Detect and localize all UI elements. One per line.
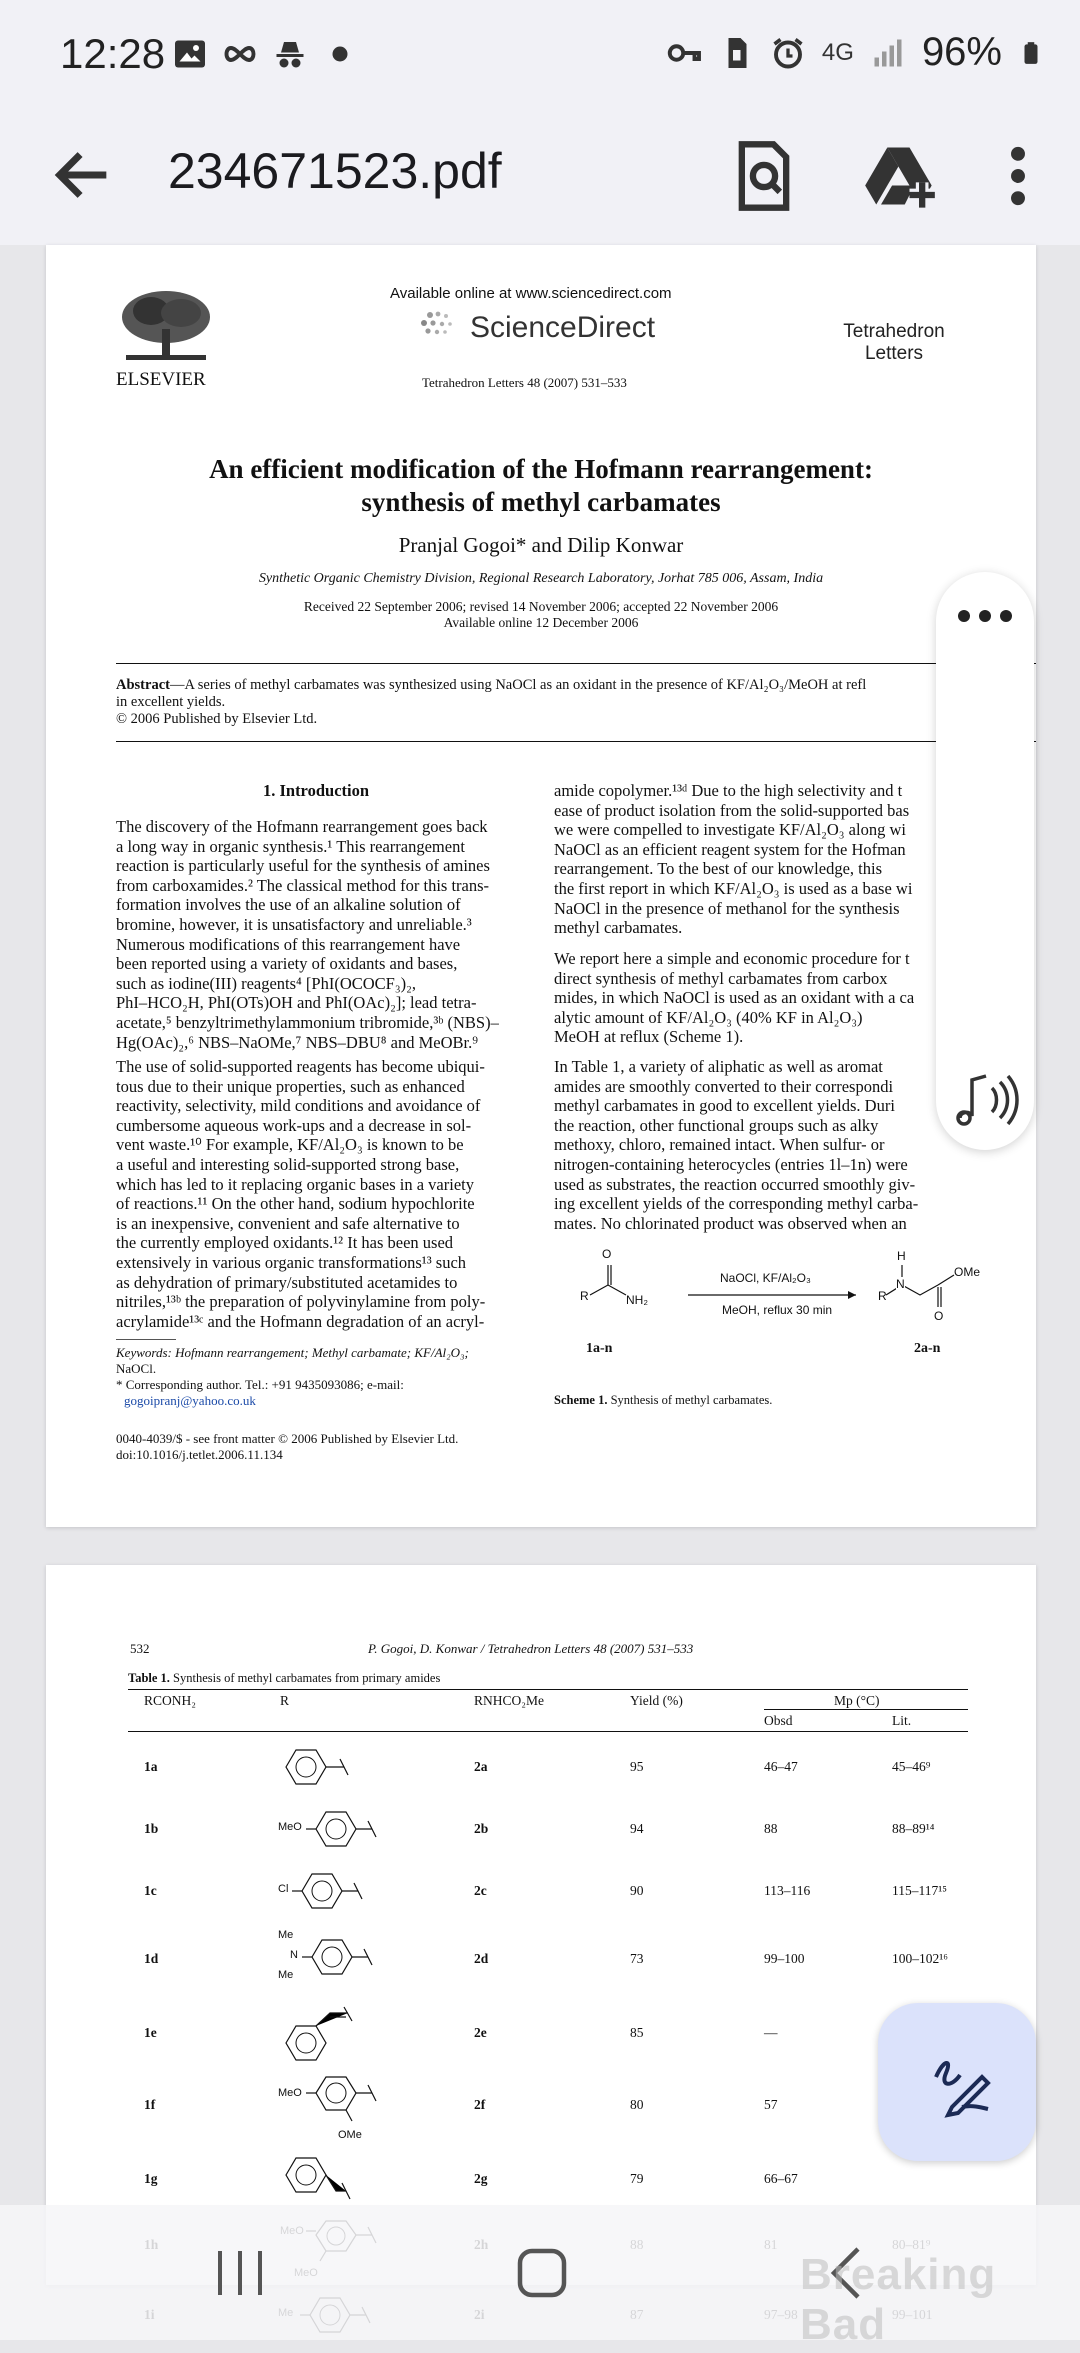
- pdf-page-2: [46, 1565, 1036, 2285]
- text-line: acetate,⁵ benzyltrimethylammonium tribromide,³ᵇ (NBS)–: [116, 1012, 499, 1032]
- text-line: is an inexpensive, convenient and safe alternative to: [116, 1213, 460, 1233]
- available-online: Available online at www.sciencedirect.com: [390, 285, 672, 302]
- substituent-label: MeO: [278, 2087, 302, 2099]
- journal-citation: Tetrahedron Letters 48 (2007) 531–533: [422, 375, 627, 390]
- header-r: R: [280, 1693, 290, 1708]
- text-line: reactivity, selectivity, mild conditions and avoidance of: [116, 1096, 481, 1116]
- product-id: 2b: [474, 1821, 489, 1836]
- table-row: [128, 1807, 968, 1867]
- table-header-rule: [128, 1731, 968, 1732]
- mp-obsd: —: [764, 2025, 778, 2040]
- text-line: direct synthesis of methyl carbamates from carbox: [554, 968, 888, 988]
- status-notification-icons: [172, 36, 358, 72]
- read-aloud-icon[interactable]: [952, 1070, 1018, 1130]
- yield-value: 95: [630, 1759, 644, 1774]
- available-date: Available online 12 December 2006: [443, 615, 639, 630]
- text-line: We report here a simple and economic procedure for t: [554, 949, 910, 968]
- yield-value: 85: [630, 2025, 644, 2040]
- header-mp: Mp (°C): [834, 1693, 880, 1708]
- signal-icon: [870, 35, 906, 71]
- affiliation: Synthetic Organic Chemistry Division, Regional Research Laboratory, Jorhat 785 006, Assam, India: [258, 571, 824, 586]
- received-dates: Received 22 September 2006; revised 14 November 2006; accepted 22 November 2006: [303, 599, 779, 614]
- dimethoxyphenyl-structure: [306, 2077, 426, 2137]
- substituent-me-bottom: Me: [278, 1969, 294, 1981]
- chlorophenyl-structure: [292, 1869, 412, 1913]
- text-line: such as iodine(III) reagents⁴ [PhI(OCOCF₃)₂,: [116, 973, 416, 993]
- text-line: of reactions.¹¹ On the other hand, sodium hypochlorite: [116, 1194, 475, 1214]
- text-line: vent waste.¹⁰ For example, KF/Al₂O₃ is known to be: [116, 1135, 464, 1155]
- scheme-caption: [554, 1393, 1034, 1408]
- amide-id: 1a: [144, 1759, 158, 1774]
- journal-name: [834, 321, 954, 365]
- table-row: [128, 1869, 968, 1929]
- scheme-structures: [556, 1235, 1016, 1355]
- text-line: The use of solid-supported reagents has become ubiqui-: [116, 1057, 485, 1076]
- amide-id: 1e: [144, 2025, 157, 2040]
- table-top-rule: [128, 1689, 968, 1690]
- text-line: mides, in which NaOCl is used as an oxidant with a ca: [554, 988, 915, 1008]
- mp-obsd: 99–100: [764, 1951, 805, 1966]
- mp-lit: 115–117¹⁵: [892, 1883, 948, 1898]
- table-row: [128, 2003, 968, 2073]
- scheme-caption-text: Synthesis of methyl carbamates.: [610, 1393, 773, 1407]
- text-line: reaction is particularly useful for the synthesis of amines: [116, 856, 490, 876]
- amide-id: 1d: [144, 1951, 159, 1966]
- yield-value: 90: [630, 1883, 644, 1898]
- keywords: Keywords: Hofmann rearrangement; Methyl carbamate; KF/Al₂O₃;: [116, 1345, 469, 1360]
- substituent-n: N: [290, 1949, 298, 1961]
- scheme-atom-o: O: [602, 1247, 612, 1261]
- table-title: [128, 1671, 440, 1686]
- text-line: we were compelled to investigate KF/Al₂O₃ along wi: [554, 820, 906, 840]
- text-line: ease of product isolation from the solid-supported bas: [554, 800, 910, 820]
- text-line: a long way in organic synthesis.¹ This rearrangement: [116, 836, 465, 856]
- text-line: amide copolymer.¹³ᵈ Due to the high selectivity and t: [554, 781, 903, 800]
- more-vert-icon[interactable]: [980, 138, 1056, 214]
- keywords-2: NaOCl.: [116, 1361, 157, 1376]
- image-icon: [172, 36, 208, 72]
- text-line: NaOCl as an efficient reagent system for the Hofman: [554, 839, 906, 859]
- table-row: [128, 1745, 968, 1805]
- substituent-me-top: Me: [278, 1929, 294, 1941]
- document-title: 234671523.pdf: [168, 143, 502, 199]
- methoxyphenyl-structure: [306, 1807, 426, 1851]
- annotate-fab[interactable]: [878, 2003, 1036, 2161]
- scheme-reagents-bottom: MeOH, reflux 30 min: [722, 1303, 833, 1317]
- text-line: mates. No chlorinated product was observed when an: [554, 1213, 907, 1233]
- text-line: tous due to their unique properties, such as enhanced: [116, 1076, 465, 1096]
- text-line: NaOCl in the presence of methanol for the synthesis: [554, 898, 900, 918]
- footnotes: [116, 1345, 526, 1409]
- scheme-atom-n: N: [896, 1277, 905, 1291]
- abstract-text: —A series of methyl carbamates was synthesized using NaOCl as an oxidant in the presence of KF/Al₂O₃/MeOH at refl: [169, 677, 867, 693]
- status-bar: [0, 0, 1080, 110]
- text-line: the currently employed oxidants.¹² It has been used: [116, 1233, 454, 1253]
- doi: doi:10.1016/j.tetlet.2006.11.134: [116, 1447, 283, 1462]
- text-line: PhI–HCO₂H, PhI(OTs)OH and PhI(OAc)₂]; lead tetra-: [116, 993, 477, 1013]
- text-line: the first report in which KF/Al₂O₃ is used as a base wi: [554, 878, 913, 898]
- scheme-atom-r2: R: [878, 1289, 887, 1303]
- sciencedirect-wordmark: ScienceDirect: [470, 311, 656, 344]
- table-row: [128, 1929, 968, 1999]
- drive-add-icon[interactable]: [862, 138, 938, 214]
- text-line: formation involves the use of an alkaline solution of: [116, 895, 461, 915]
- corresponding-author: * Corresponding author. Tel.: +91 9435093086; e-mail:: [116, 1377, 404, 1392]
- sim-icon: [718, 35, 754, 71]
- battery-icon: [1018, 35, 1044, 71]
- table-row: [128, 2077, 968, 2151]
- text-line: the reaction, other functional groups such as alky: [554, 1115, 879, 1135]
- mp-obsd: 66–67: [764, 2171, 798, 2186]
- abstract: [116, 677, 1036, 728]
- text-line: methyl carbamates.: [554, 918, 683, 938]
- yield-value: 79: [630, 2171, 644, 2186]
- mp-obsd: 46–47: [764, 1759, 798, 1774]
- text-line: extensively in various organic transformations¹³ such: [116, 1252, 467, 1272]
- phenyl-structure: [278, 1745, 398, 1789]
- text-line: amides are smoothly converted to their correspondi: [554, 1076, 894, 1096]
- text-line: which has led to it replacing organic bases in a variety: [116, 1174, 474, 1194]
- mp-obsd: 57: [764, 2097, 778, 2112]
- pen-squiggle-icon: [922, 2047, 992, 2117]
- article-title-line1: An efficient modification of the Hofmann rearrangement:: [209, 454, 873, 484]
- text-line: as dehydration of primary/substituted acetamides to: [116, 1272, 458, 1292]
- article-title: [76, 453, 1006, 519]
- abstract-copyright: © 2006 Published by Elsevier Ltd.: [116, 711, 318, 727]
- text-line: acrylamide¹³ᶜ and the Hofmann degradation of an acryl-: [116, 1311, 485, 1331]
- header-rnhco2me: RNHCO₂Me: [474, 1693, 544, 1708]
- front-matter: [116, 1431, 616, 1463]
- text-line: used as substrates, the reaction occurred smoothly giv-: [554, 1174, 916, 1194]
- recents-icon[interactable]: [210, 2245, 270, 2301]
- text-line: rearrangement. To the best of our knowledge, this: [554, 859, 882, 879]
- dot-icon: [322, 36, 358, 72]
- infinity-icon: [222, 36, 258, 72]
- journal-name-line1: Tetrahedron: [843, 321, 945, 342]
- header-rconh2: RCONH₂: [144, 1693, 196, 1708]
- article-title-line2: synthesis of methyl carbamates: [361, 487, 721, 517]
- yield-value: 80: [630, 2097, 644, 2112]
- status-time: 12:28: [60, 30, 166, 77]
- arrow-back-icon[interactable]: [48, 140, 118, 210]
- mp-lit: 88–89¹⁴: [892, 1821, 935, 1836]
- incognito-icon: [272, 36, 308, 72]
- app-bar: [0, 110, 1080, 245]
- battery-percent: 96%: [921, 30, 1002, 74]
- product-id: 2d: [474, 1951, 489, 1966]
- text-line: been reported using a variety of oxidants and bases,: [116, 954, 458, 974]
- network-type: 4G: [821, 38, 854, 66]
- styryl-structure: [278, 2003, 398, 2067]
- product-id: 2g: [474, 2171, 488, 2186]
- amide-id: 1g: [144, 2171, 158, 2186]
- more-horiz-icon[interactable]: [954, 606, 1016, 626]
- journal-name-line2: Letters: [864, 343, 924, 364]
- document-search-icon[interactable]: [726, 138, 802, 214]
- yield-value: 94: [630, 1821, 644, 1836]
- mp-obsd: 113–116: [764, 1883, 811, 1898]
- elsevier-tree-logo: [116, 287, 216, 362]
- text-line: from carboxamides.² The classical method for this trans-: [116, 875, 490, 895]
- table-title-label: Table 1.: [128, 1671, 170, 1685]
- watermark: Breaking Bad: [800, 2250, 997, 2349]
- publisher-name: ELSEVIER: [116, 369, 206, 390]
- scheme-atom-r: R: [580, 1289, 589, 1303]
- vpn-key-icon: [666, 35, 702, 71]
- scheme-left-label: 1a-n: [586, 1341, 613, 1356]
- table-title-text: Synthesis of methyl carbamates from primary amides: [173, 1671, 441, 1685]
- section-heading: 1. Introduction: [262, 781, 370, 800]
- scheme-caption-label: Scheme 1.: [554, 1393, 608, 1407]
- header-yield: Yield (%): [630, 1693, 683, 1708]
- intro-paragraph-1: [116, 817, 516, 1052]
- text-line: The discovery of the Hofmann rearrangement goes back: [116, 817, 488, 836]
- product-id: 2c: [474, 1883, 487, 1898]
- text-line: methyl carbamates in good to excellent yields. Duri: [554, 1096, 895, 1116]
- text-line: Numerous modifications of this rearrangement have: [116, 934, 461, 954]
- mp-obsd: 88: [764, 1821, 778, 1836]
- scheme-atom-ome: OMe: [954, 1265, 981, 1279]
- authors: Pranjal Gogoi* and Dilip Konwar: [398, 533, 684, 557]
- product-id: 2a: [474, 1759, 488, 1774]
- product-id: 2f: [474, 2097, 486, 2112]
- text-line: methoxy, chloro, remained intact. When sulfur- or: [554, 1135, 885, 1155]
- text-line: MeOH at reflux (Scheme 1).: [554, 1027, 744, 1047]
- text-line: Hg(OAc)₂,⁶ NBS–NaOMe,⁷ NBS–DBU⁸ and MeOBr.⁹: [116, 1032, 478, 1052]
- text-line: bromine, however, it is unsatisfactory and unreliable.³: [116, 914, 472, 934]
- scheme-1: [556, 1235, 1016, 1355]
- text-line: cumbersome aqueous work-ups and a decrease in sol-: [116, 1115, 472, 1135]
- intro-paragraph-2: [116, 1057, 516, 1331]
- substituent-label: Cl: [278, 1883, 289, 1895]
- dimethylaminophenyl-structure: [302, 1935, 422, 1979]
- status-system-icons: [666, 30, 1044, 75]
- scheme-reagents-top: NaOCl, KF/Al₂O₃: [720, 1271, 811, 1285]
- scheme-atom-nh2: NH₂: [626, 1293, 648, 1307]
- mp-lit: 45–46⁹: [892, 1759, 931, 1774]
- floating-tools-panel: [936, 572, 1034, 1150]
- text-line: alytic amount of KF/Al₂O₃ (40% KF in Al₂O₃): [554, 1007, 863, 1027]
- mp-lit: 100–102¹⁶: [892, 1951, 949, 1966]
- author-email-link[interactable]: gogoipranj@yahoo.co.uk: [124, 1393, 256, 1408]
- front-matter-text: 0040-4039/$ - see front matter © 2006 Published by Elsevier Ltd.: [116, 1431, 459, 1446]
- scheme-right-label: 2a-n: [914, 1341, 941, 1356]
- alarm-icon: [770, 35, 806, 71]
- abstract-text-2: in excellent yields.: [116, 694, 226, 710]
- scheme-atom-h: H: [897, 1249, 906, 1263]
- page-number: 532: [130, 1641, 150, 1656]
- header-obsd: Obsd: [764, 1713, 793, 1728]
- text-line: a useful and interesting solid-supported strong base,: [116, 1154, 460, 1174]
- text-line: nitrogen-containing heterocycles (entries 1l–1n) were: [554, 1154, 908, 1174]
- text-line: nitriles,¹³ᵇ the preparation of polyvinylamine from poly-: [116, 1292, 486, 1312]
- abstract-bottom-rule: [116, 741, 1036, 742]
- pdf-page-1: [46, 245, 1036, 1527]
- running-head: P. Gogoi, D. Konwar / Tetrahedron Letters 48 (2007) 531–533: [368, 1641, 694, 1656]
- home-icon[interactable]: [512, 2243, 572, 2303]
- product-id: 2e: [474, 2025, 487, 2040]
- substituent-ome: OMe: [338, 2129, 362, 2141]
- header-lit: Lit.: [892, 1713, 912, 1728]
- abstract-label: Abstract: [116, 677, 170, 693]
- abstract-top-rule: [116, 663, 1036, 664]
- text-line: In Table 1, a variety of aliphatic as well as aromat: [554, 1057, 883, 1076]
- yield-value: 73: [630, 1951, 644, 1966]
- amide-id: 1f: [144, 2097, 156, 2112]
- footnote-rule: [116, 1339, 176, 1340]
- scheme-atom-o2: O: [934, 1309, 944, 1323]
- amide-id: 1b: [144, 1821, 159, 1836]
- sciencedirect-dots-logo: [416, 309, 466, 343]
- text-line: ing excellent yields of the corresponding methyl carba-: [554, 1194, 919, 1214]
- substituent-label: MeO: [278, 1821, 302, 1833]
- mp-subrule: [764, 1709, 968, 1710]
- amide-id: 1c: [144, 1883, 157, 1898]
